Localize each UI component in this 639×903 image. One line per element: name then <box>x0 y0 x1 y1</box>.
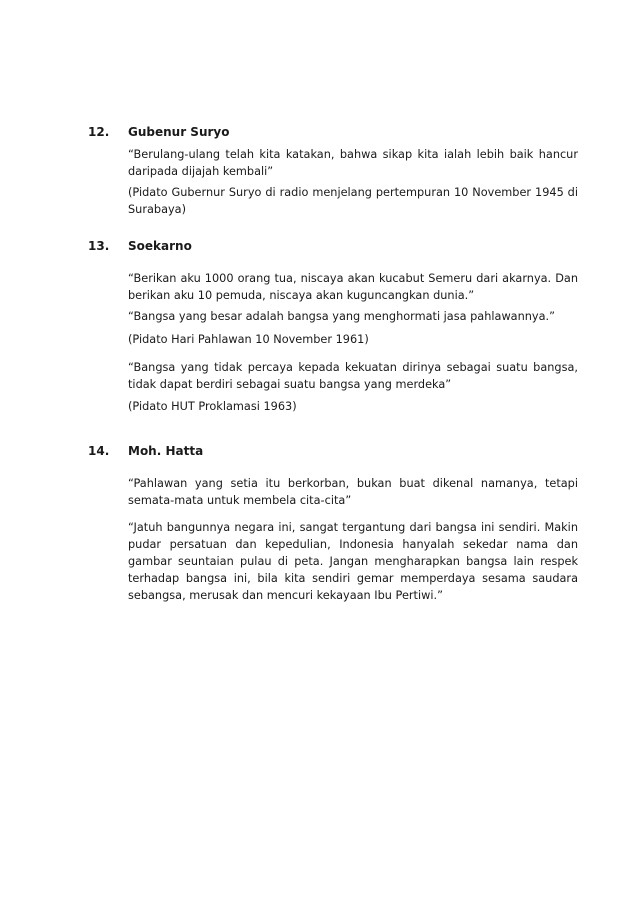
entry-name: Gubenur Suryo <box>128 125 230 139</box>
quote-text: “Berikan aku 1000 orang tua, niscaya akan kucabut Semeru dari akarnya. Dan berikan aku 10 pemuda, niscaya akan kuguncangkan dunia.” <box>128 272 578 302</box>
source-text: (Pidato Hari Pahlawan 10 November 1961) <box>128 333 369 346</box>
source-text: (Pidato Gubernur Suryo di radio menjelang pertempuran 10 November 1945 di Surabaya) <box>128 186 578 216</box>
quote-text: “Jatuh bangunnya negara ini, sangat tergantung dari bangsa ini sendiri. Makin pudar persatuan dan kepedulian, Indonesia hanyalah sekedar nama dan gambar seuntaian pulau di peta. Jangan mengharapkan bangsa lain respek terhadap bangsa ini, bila kita sendiri gemar memperdaya sesama saudara sebangsa, merusak dan mencuri kekayaan Ibu Pertiwi.” <box>128 521 578 602</box>
quote-text: “Bangsa yang besar adalah bangsa yang menghormati jasa pahlawannya.” <box>128 310 555 323</box>
quote-text: “Berulang-ulang telah kita katakan, bahwa sikap kita ialah lebih baik hancur daripada dijajah kembali” <box>128 148 578 178</box>
entry-name: Moh. Hatta <box>128 444 204 458</box>
entry-number: 13. <box>88 239 110 253</box>
quote-text: “Bangsa yang tidak percaya kepada kekuatan dirinya sebagai suatu bangsa, tidak dapat berdiri sebagai suatu bangsa yang merdeka” <box>128 361 578 391</box>
source-text: (Pidato HUT Proklamasi 1963) <box>128 400 297 413</box>
entry-name: Soekarno <box>128 239 192 253</box>
entry-number: 14. <box>88 444 110 458</box>
entry-number: 12. <box>88 125 110 139</box>
quote-text: “Pahlawan yang setia itu berkorban, bukan buat dikenal namanya, tetapi semata-mata untuk membela cita-cita” <box>128 477 578 507</box>
